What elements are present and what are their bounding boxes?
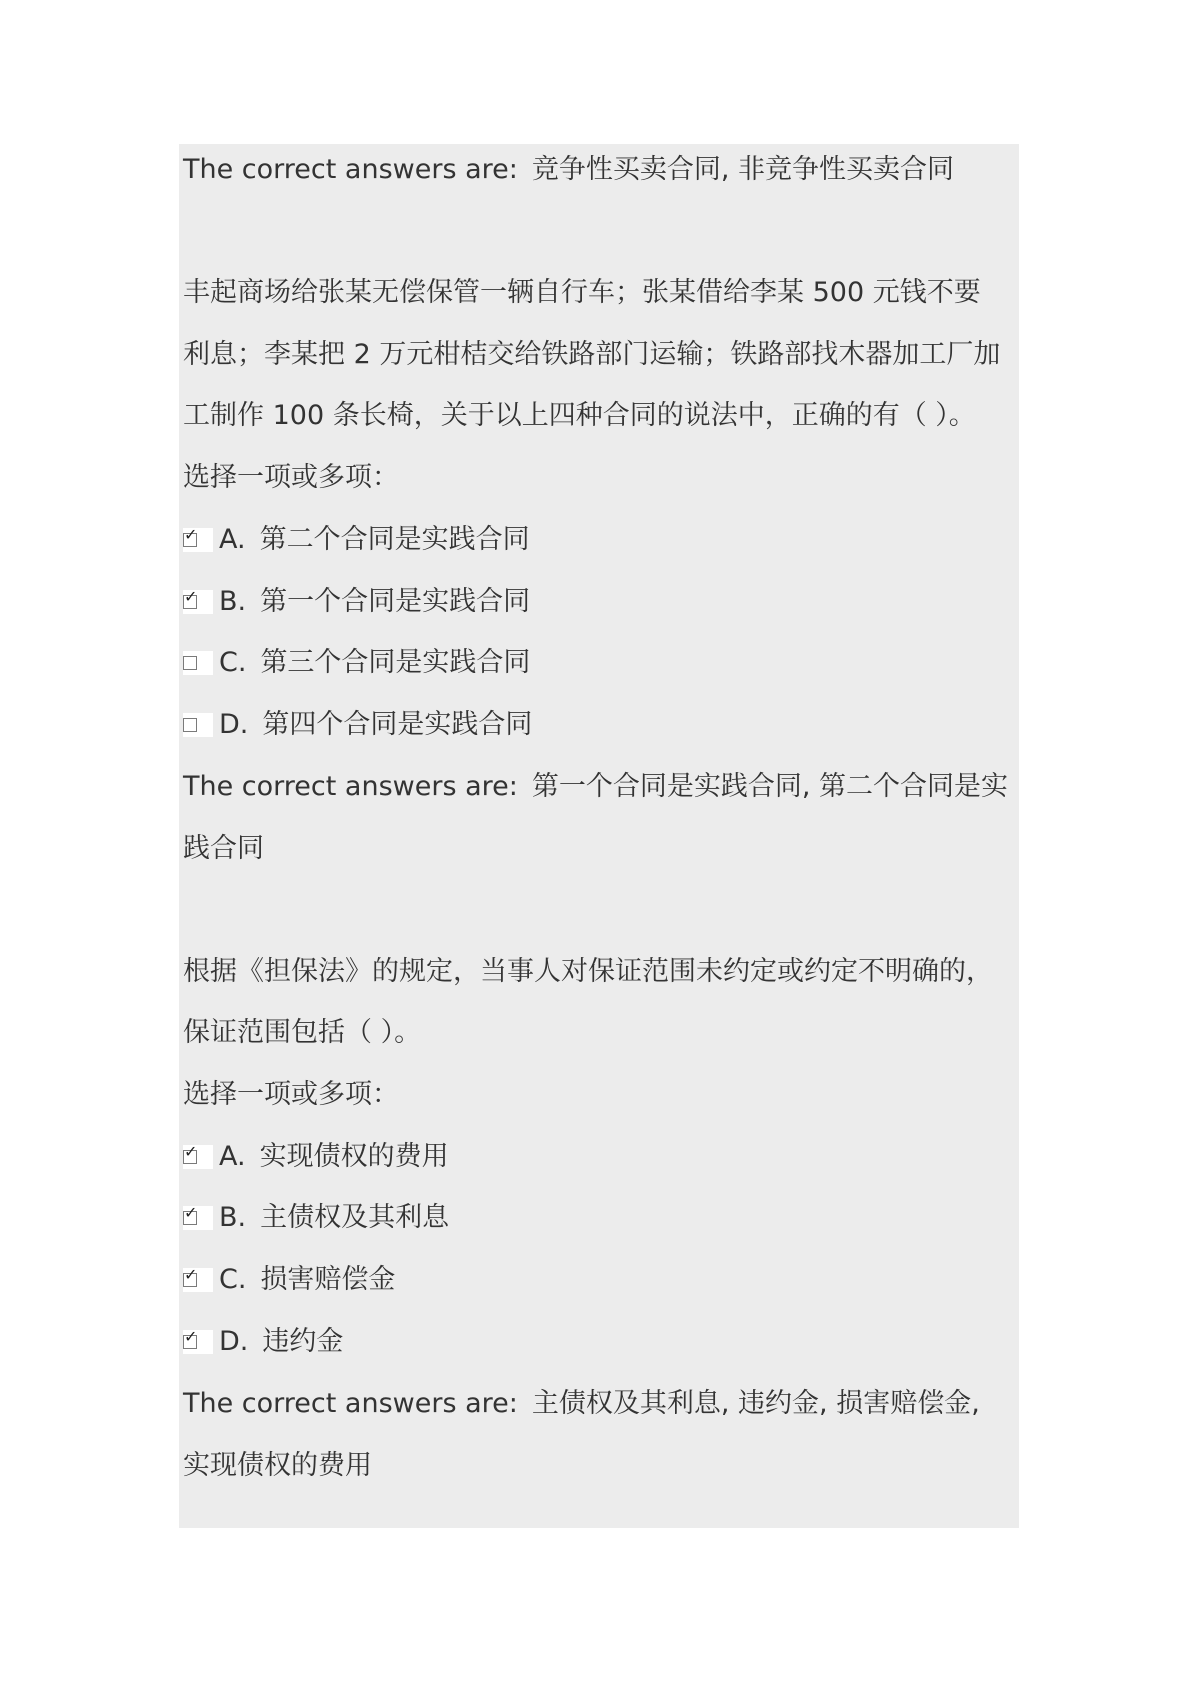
q1-stem-line-1: 丰起商场给张某无偿保管一辆自行车；张某借给李某 500 元钱不要 <box>183 277 981 308</box>
option-text: 第三个合同是实践合同 <box>260 647 531 678</box>
q1-option-c[interactable] <box>183 645 530 681</box>
option-letter: D. <box>219 709 249 740</box>
q2-option-a[interactable] <box>183 1139 449 1175</box>
correct-answer-1 <box>183 152 954 188</box>
q2-instruction: 选择一项或多项： <box>183 1079 399 1110</box>
option-text: 第一个合同是实践合同 <box>260 586 531 617</box>
checkbox-checked-icon[interactable]: ✓ <box>183 590 213 614</box>
checkbox-checked-icon[interactable]: ✓ <box>183 528 213 552</box>
option-letter: C. <box>219 647 247 678</box>
option-letter: A. <box>219 524 246 555</box>
correct-answer-text: 竞争性买卖合同, 非竞争性买卖合同 <box>531 154 955 185</box>
option-letter: C. <box>219 1264 247 1295</box>
q2-stem-line-2: 保证范围包括（ ）。 <box>183 1017 422 1048</box>
option-letter: B. <box>219 1202 247 1233</box>
correct-answer-text: 主债权及其利息, 违约金, 损害赔偿金, <box>531 1388 980 1419</box>
checkbox-checked-icon[interactable]: ✓ <box>183 1268 213 1292</box>
q1-stem-line-2: 利息；李某把 2 万元柑桔交给铁路部门运输；铁路部找木器加工厂加 <box>183 339 1001 370</box>
q2-option-c[interactable] <box>183 1262 395 1298</box>
q1-correct-answer-line-2: 践合同 <box>183 833 264 864</box>
q2-stem-line-1: 根据《担保法》的规定，当事人对保证范围未约定或约定不明确的， <box>183 956 993 987</box>
option-letter: D. <box>219 1326 249 1357</box>
option-text: 违约金 <box>262 1326 344 1357</box>
checkbox-checked-icon[interactable]: ✓ <box>183 1145 213 1169</box>
q1-option-d[interactable] <box>183 707 532 743</box>
correct-answer-prefix: The correct answers are: <box>183 771 518 802</box>
checkbox-unchecked-icon[interactable] <box>183 651 213 675</box>
option-text: 第二个合同是实践合同 <box>259 524 530 555</box>
checkbox-unchecked-icon[interactable] <box>183 713 213 737</box>
checkbox-checked-icon[interactable]: ✓ <box>183 1330 213 1354</box>
correct-answer-prefix: The correct answers are: <box>183 154 518 185</box>
q1-stem-line-3: 工制作 100 条长椅，关于以上四种合同的说法中，正确的有（ ）。 <box>183 400 976 431</box>
q2-option-b[interactable] <box>183 1200 449 1236</box>
q1-instruction: 选择一项或多项： <box>183 462 399 493</box>
option-letter: B. <box>219 586 247 617</box>
option-text: 第四个合同是实践合同 <box>262 709 533 740</box>
q2-correct-answer-line-2: 实现债权的费用 <box>183 1450 372 1481</box>
q1-correct-answer-line-1 <box>183 769 1008 805</box>
option-letter: A. <box>219 1141 246 1172</box>
option-text: 实现债权的费用 <box>259 1141 449 1172</box>
option-text: 损害赔偿金 <box>260 1264 396 1295</box>
option-text: 主债权及其利息 <box>260 1202 450 1233</box>
checkbox-checked-icon[interactable]: ✓ <box>183 1206 213 1230</box>
correct-answer-text: 第一个合同是实践合同, 第二个合同是实 <box>531 771 1009 802</box>
q1-option-b[interactable] <box>183 584 530 620</box>
q2-correct-answer-line-1 <box>183 1386 980 1422</box>
correct-answer-prefix: The correct answers are: <box>183 1388 518 1419</box>
q1-option-a[interactable] <box>183 522 530 558</box>
q2-option-d[interactable] <box>183 1324 343 1360</box>
